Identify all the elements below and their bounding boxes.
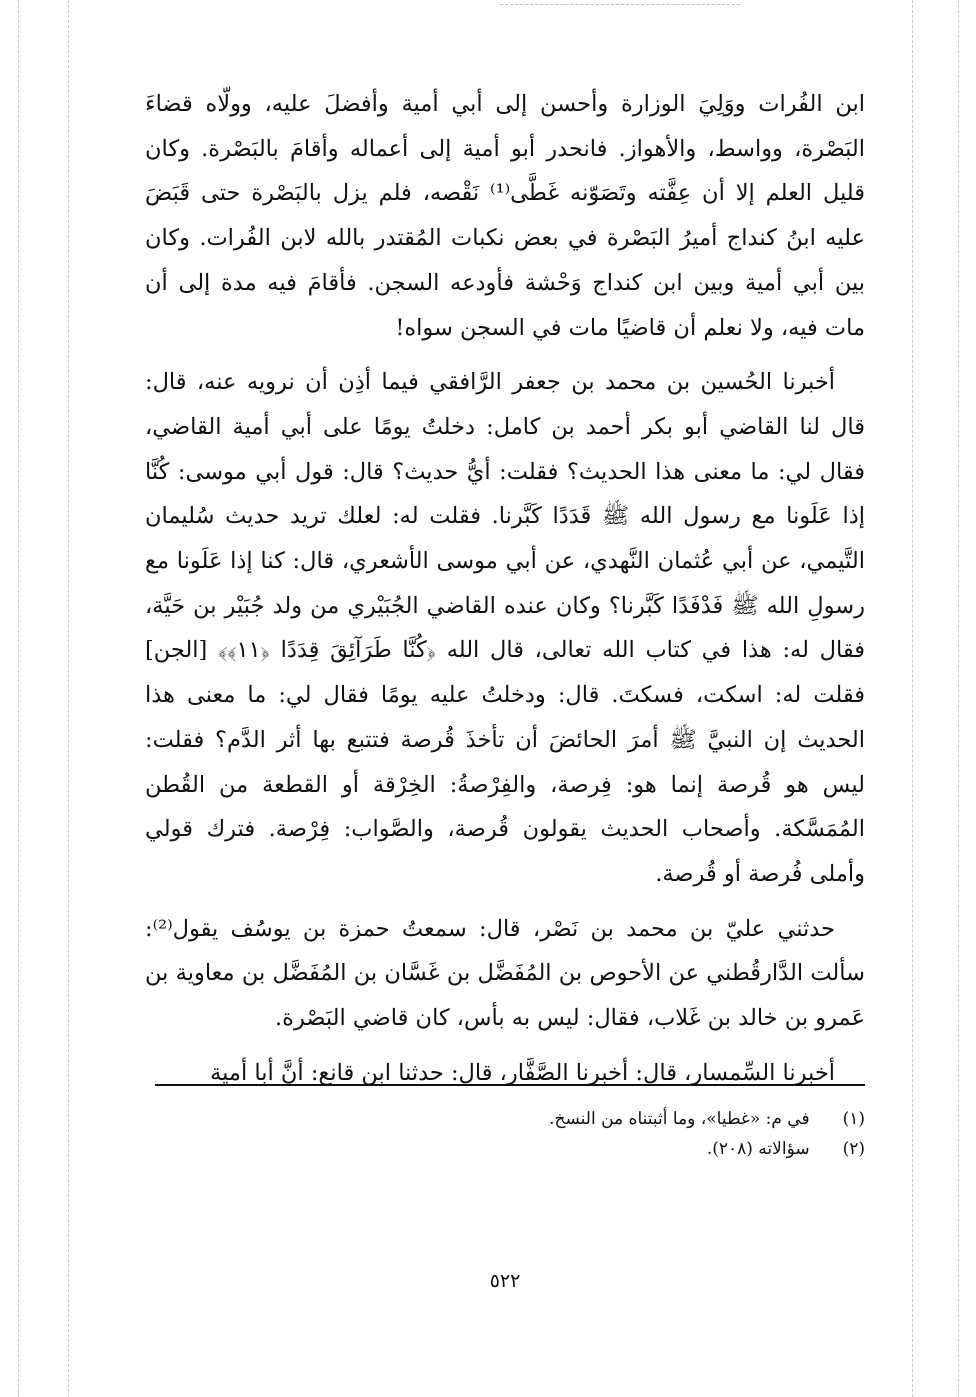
paragraph-2: أخبرنا الحُسين بن محمد بن جعفر الرَّافقي فيما أذِن أن نرويه عنه، قال: قال لنا القاضي أبو بكر أحمد بن كامل: دخلتُ يومًا على أبي أمية القاضي، فقال لي: ما معنى هذا الحديث؟ فقلت: أيُّ حديث؟ قال: قول أبي موسى: كُنَّا إذا عَلَونا مع رسول الله ﷺ قَدَدًا كَبَّرنا. فقلت له: لعلك تريد حديث سُليمان التَّيمي، عن أبي عُثمان النَّهدي، عن أبي موسى الأشعري، قال: كنا إذا عَلَونا مع رسولِ الله ﷺ فَدْفَدًا كَبَّرنا؟ وكان عنده القاضي الجُبَيْري من ولد جُبَيْر بن حَيَّة، فقال له: هذا في كتاب الله تعالى، قال الله ﴿كُنَّا طَرَآئِقَ قِدَدًا ﴿١١﴾﴾ [الجن] فقلت له: اسكت، فسكتَ. قال: ودخلتُ عليه يومًا فقال لي: ما معنى هذا الحديث إن النبيَّ ﷺ أمرَ الحائضَ أن تأخذَ قُرصة فتتبع بها أثر الدَّم؟ فقلت: ليس هو قُرصة إنما هو: فِرصة، والفِرْصةُ: الخِرْقة أو القطعة من القُطن المُمَسَّكة. وأصحاب الحديث يقولون قُرصة، والصَّواب: فِرْصة. فترك قولي وأملى فُرصة أو قُرصة. xyxy=(145,369,866,887)
footnote-1 xyxy=(145,1104,865,1134)
scan-edge-right xyxy=(958,0,959,1397)
paragraph-3: حدثني عليّ بن محمد بن نَصْر، قال: سمعتُ حمزة بن يوسُف يقول⁽²⁾: سألت الدَّارقُطني عن الأحوص بن المُفَضَّل بن غَسَّان بن المُفَضَّل بن معاوية بن عَمرو بن خالد بن غَلاب، فقال: ليس به بأس، كان قاضي البَصْرة. xyxy=(145,915,865,1032)
footnote-text: في م: «غطيا»، وما أثبتناه من النسخ. xyxy=(549,1109,810,1129)
main-text xyxy=(145,82,865,1095)
scan-edge-left-inner xyxy=(68,0,69,1397)
scan-edge-right-inner xyxy=(912,0,913,1397)
footnotes xyxy=(145,1104,865,1164)
paragraph-1: ابن الفُرات ووَلِيَ الوزارة وأحسن إلى أبي أمية وأفضلَ عليه، وولّاه قضاءَ البَصْرة، وواسط، والأهواز. فانحدر أبو أمية إلى أعماله وأقامَ بالبَصْرة. وكان قليل العلم إلا أن عِفَّته وتَصَوّنه غَطَّى⁽¹⁾ نَقْصه، فلم يزل بالبَصْرة حتى قَبَضَ عليه ابنُ كنداج أميرُ البَصْرة في بعض نكبات المُقتدر بالله لابن الفُرات. وكان بين أبي أمية وبين ابن كنداج وَحْشة فأودعه السجن. فأقامَ فيه مدة إلى أن مات فيه، ولا نعلم أن قاضيًا مات في السجن سواه! xyxy=(145,91,865,341)
page-number: ٥٢٢ xyxy=(489,1270,521,1292)
footnote-divider xyxy=(155,1084,865,1086)
scan-edge-top xyxy=(500,4,740,5)
footnote-2 xyxy=(145,1134,865,1164)
footnote-number: (٢) xyxy=(842,1139,865,1159)
scan-edge-left xyxy=(18,0,19,1397)
paragraph-4: أخبرنا السِّمسار، قال: أخبرنا الصَّفَّار، قال: حدثنا ابن قانع: أنَّ أبا أمية xyxy=(210,1059,835,1086)
book-page xyxy=(145,82,866,1292)
footnote-text: سؤالاته (٢٠٨). xyxy=(706,1139,810,1159)
footnote-number: (١) xyxy=(842,1109,865,1129)
